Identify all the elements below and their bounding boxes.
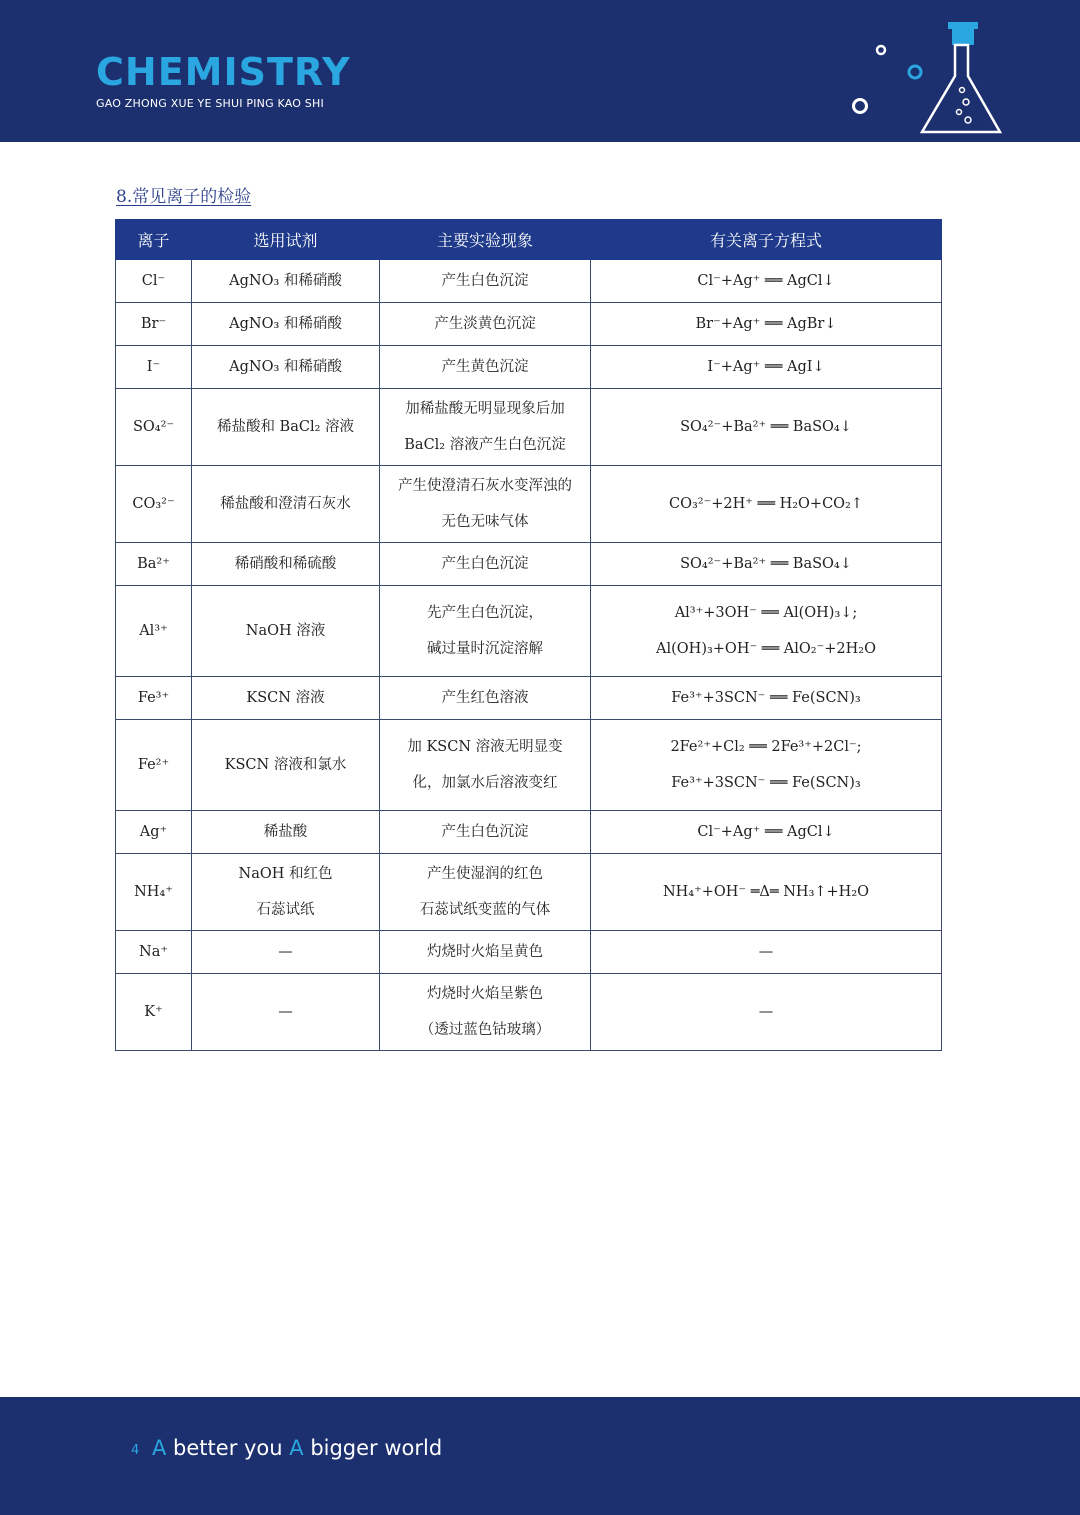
table-row	[116, 586, 942, 677]
reagent-cell: AgNO₃ 和稀硝酸	[192, 260, 380, 303]
phenomenon-line: 产生使澄清石灰水变浑浊的	[398, 478, 572, 494]
equation-cell	[591, 720, 942, 811]
table-row	[116, 974, 942, 1051]
header-phenomenon: 主要实验现象	[380, 220, 591, 260]
reagent-cell	[192, 854, 380, 931]
table-row	[116, 854, 942, 931]
table-row	[116, 677, 942, 720]
slogan-text: bigger world	[303, 1436, 443, 1460]
ion-cell: Cl⁻	[116, 260, 192, 303]
phenomenon-cell	[380, 466, 591, 543]
table-row	[116, 303, 942, 346]
equation-cell: SO₄²⁻+Ba²⁺ ══ BaSO₄↓	[591, 543, 942, 586]
ion-cell: SO₄²⁻	[116, 389, 192, 466]
ion-cell: Ba²⁺	[116, 543, 192, 586]
ion-cell: K⁺	[116, 974, 192, 1051]
ion-cell: Br⁻	[116, 303, 192, 346]
phenomenon-cell: 产生红色溶液	[380, 677, 591, 720]
phenomenon-cell: 产生白色沉淀	[380, 543, 591, 586]
reagent-cell: KSCN 溶液	[192, 677, 380, 720]
table-row	[116, 260, 942, 303]
page-header	[0, 0, 1080, 142]
equation-cell: —	[591, 931, 942, 974]
equation-line: 2Fe²⁺+Cl₂ ══ 2Fe³⁺+2Cl⁻;	[670, 739, 862, 755]
equation-line: Al(OH)₃+OH⁻ ══ AlO₂⁻+2H₂O	[656, 641, 876, 657]
ion-cell: Al³⁺	[116, 586, 192, 677]
ion-cell: CO₃²⁻	[116, 466, 192, 543]
slogan-text: better you	[166, 1436, 290, 1460]
brand-title: CHEMISTRY	[96, 50, 351, 94]
equation-cell: NH₄⁺+OH⁻ ═Δ═ NH₃↑+H₂O	[591, 854, 942, 931]
phenomenon-cell	[380, 586, 591, 677]
ion-cell: Fe³⁺	[116, 677, 192, 720]
equation-cell: Cl⁻+Ag⁺ ══ AgCl↓	[591, 260, 942, 303]
reagent-cell: 稀盐酸和澄清石灰水	[192, 466, 380, 543]
phenomenon-line: 加 KSCN 溶液无明显变	[407, 739, 563, 755]
ion-test-table	[115, 219, 942, 1051]
phenomenon-cell: 灼烧时火焰呈黄色	[380, 931, 591, 974]
reagent-line: NaOH 和红色	[238, 866, 333, 882]
table-row	[116, 931, 942, 974]
footer-slogan	[152, 1436, 442, 1460]
header-reagent: 选用试剂	[192, 220, 380, 260]
reagent-line: 石蕊试纸	[256, 902, 315, 918]
header-ion: 离子	[116, 220, 192, 260]
ion-cell: Ag⁺	[116, 811, 192, 854]
table-row	[116, 811, 942, 854]
reagent-cell: 稀硝酸和稀硫酸	[192, 543, 380, 586]
phenomenon-cell	[380, 720, 591, 811]
phenomenon-cell: 产生白色沉淀	[380, 811, 591, 854]
ion-cell: Na⁺	[116, 931, 192, 974]
phenomenon-line: 碱过量时沉淀溶解	[427, 641, 543, 657]
phenomenon-cell	[380, 389, 591, 466]
equation-cell	[591, 586, 942, 677]
reagent-cell: AgNO₃ 和稀硝酸	[192, 303, 380, 346]
phenomenon-cell: 产生黄色沉淀	[380, 346, 591, 389]
reagent-cell: —	[192, 931, 380, 974]
equation-cell: Cl⁻+Ag⁺ ══ AgCl↓	[591, 811, 942, 854]
equation-cell: SO₄²⁻+Ba²⁺ ══ BaSO₄↓	[591, 389, 942, 466]
phenomenon-cell	[380, 974, 591, 1051]
table-row	[116, 346, 942, 389]
equation-line: Fe³⁺+3SCN⁻ ══ Fe(SCN)₃	[671, 775, 861, 791]
phenomenon-line: （透过蓝色钴玻璃）	[419, 1022, 551, 1038]
phenomenon-cell: 产生淡黄色沉淀	[380, 303, 591, 346]
slogan-letter: A	[289, 1436, 304, 1460]
ion-cell: NH₄⁺	[116, 854, 192, 931]
phenomenon-line: 先产生白色沉淀，	[427, 605, 543, 621]
phenomenon-line: 无色无味气体	[441, 514, 529, 530]
ion-cell: I⁻	[116, 346, 192, 389]
phenomenon-line: 加稀盐酸无明显现象后加	[405, 401, 565, 417]
flask-icon	[840, 14, 1020, 139]
phenomenon-cell	[380, 854, 591, 931]
slogan-letter: A	[152, 1436, 167, 1460]
equation-cell: —	[591, 974, 942, 1051]
equation-cell: Fe³⁺+3SCN⁻ ══ Fe(SCN)₃	[591, 677, 942, 720]
table-header-row	[116, 220, 942, 260]
table-row	[116, 466, 942, 543]
table-row	[116, 389, 942, 466]
phenomenon-line: 灼烧时火焰呈紫色	[427, 986, 543, 1002]
phenomenon-line: 产生使湿润的红色	[427, 866, 543, 882]
table-row	[116, 543, 942, 586]
reagent-cell: 稀盐酸和 BaCl₂ 溶液	[192, 389, 380, 466]
equation-cell: CO₃²⁻+2H⁺ ══ H₂O+CO₂↑	[591, 466, 942, 543]
section-title: 8.常见离子的检验	[116, 187, 252, 207]
reagent-cell: —	[192, 974, 380, 1051]
reagent-cell: 稀盐酸	[192, 811, 380, 854]
phenomenon-line: 石蕊试纸变蓝的气体	[419, 902, 551, 918]
equation-cell: I⁻+Ag⁺ ══ AgI↓	[591, 346, 942, 389]
reagent-cell: KSCN 溶液和氯水	[192, 720, 380, 811]
ion-cell: Fe²⁺	[116, 720, 192, 811]
phenomenon-cell: 产生白色沉淀	[380, 260, 591, 303]
header-equation: 有关离子方程式	[591, 220, 942, 260]
phenomenon-line: 化，加氯水后溶液变红	[412, 775, 558, 791]
table-row	[116, 720, 942, 811]
phenomenon-line: BaCl₂ 溶液产生白色沉淀	[404, 437, 566, 453]
brand-subtitle: GAO ZHONG XUE YE SHUI PING KAO SHI	[96, 97, 324, 110]
equation-line: Al³⁺+3OH⁻ ══ Al(OH)₃↓;	[674, 605, 858, 621]
reagent-cell: NaOH 溶液	[192, 586, 380, 677]
reagent-cell: AgNO₃ 和稀硝酸	[192, 346, 380, 389]
page-number: 4	[131, 1443, 140, 1458]
equation-cell: Br⁻+Ag⁺ ══ AgBr↓	[591, 303, 942, 346]
